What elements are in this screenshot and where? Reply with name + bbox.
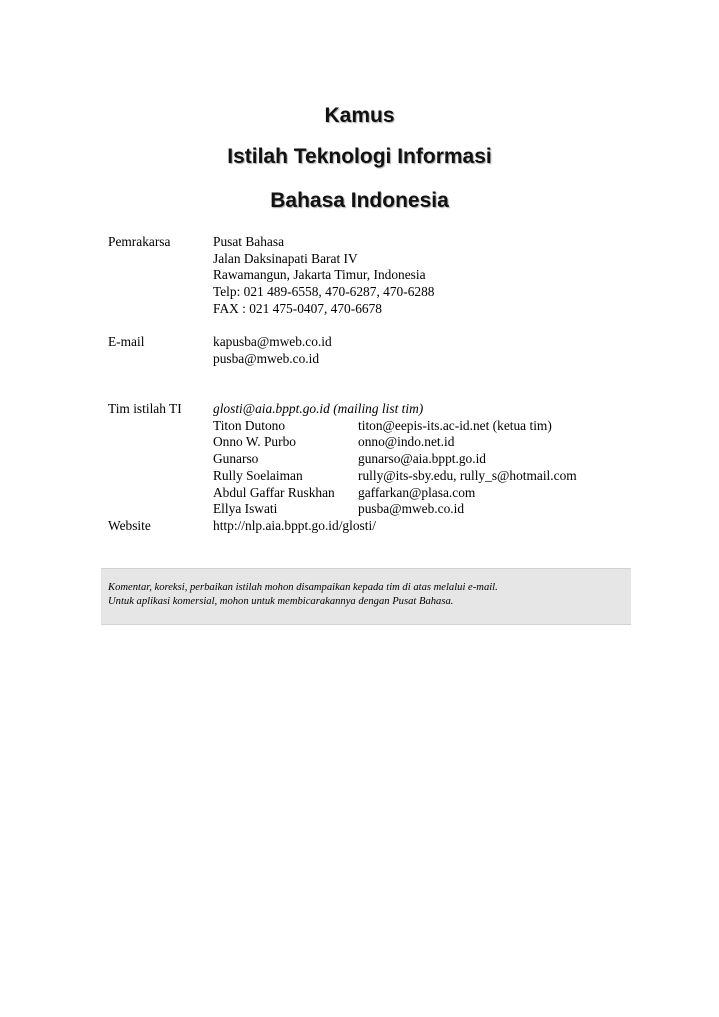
email-link[interactable]: pusba@mweb.co.id [213,350,320,366]
member-contact: pusba@mweb.co.id [358,501,465,517]
member-name: Abdul Gaffar Ruskhan [213,484,335,500]
title-istilah: Istilah Teknologi Informasi [227,145,492,168]
member-name: Ellya Iswati [213,501,278,517]
member-contact: titon@eepis-its.ac-id.net (ketua tim) [358,417,552,433]
member-contact: gunarso@aia.bppt.go.id [358,451,486,467]
pemrakarsa-label: Pemrakarsa [108,234,171,249]
member-contact: onno@indo.net.id [358,434,455,450]
pemrakarsa-line: Jalan Daksinapati Barat IV [213,250,358,266]
tim-label: Tim istilah TI [108,401,182,416]
member-name: Onno W. Purbo [213,434,296,450]
note-line: Komentar, koreksi, perbaikan istilah mohon disampaikan kepada tim di atas melalui e-mail. [108,582,498,593]
website-link[interactable]: http://nlp.aia.bppt.go.id/glosti/ [213,517,376,533]
title-bahasa: Bahasa Indonesia [270,189,449,212]
email-label: E-mail [108,334,145,349]
member-name: Titon Dutono [213,417,286,433]
note-line: Untuk aplikasi komersial, mohon untuk membicarakannya dengan Pusat Bahasa. [108,596,454,607]
member-name: Gunarso [213,451,259,467]
pemrakarsa-fax: FAX : 021 475-0407, 470-6678 [213,300,382,316]
member-contact: gaffarkan@plasa.com [358,484,476,500]
member-name: Rully Soelaiman [213,467,303,483]
member-contact: rully@its-sby.edu, rully_s@hotmail.com [358,467,577,483]
title-kamus: Kamus [324,104,395,127]
email-link[interactable]: kapusba@mweb.co.id [213,334,332,349]
mailing-list: glosti@aia.bppt.go.id (mailing list tim) [213,401,424,416]
pemrakarsa-phone: Telp: 021 489-6558, 470-6287, 470-6288 [213,284,435,300]
pemrakarsa-line: Rawamangun, Jakarta Timur, Indonesia [213,267,426,283]
pemrakarsa-line: Pusat Bahasa [213,234,285,249]
website-label: Website [108,517,151,533]
